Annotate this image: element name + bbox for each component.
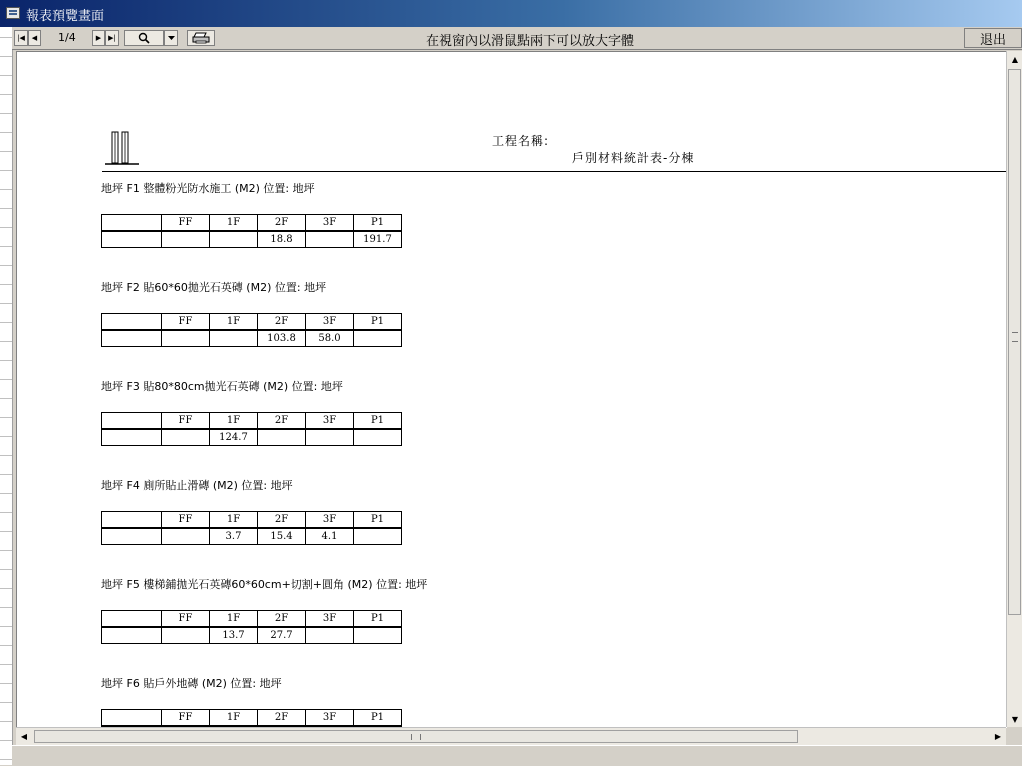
table-cell	[162, 231, 210, 248]
column-header: P1	[354, 413, 402, 430]
column-header: FF	[162, 611, 210, 628]
table-cell	[306, 627, 354, 644]
table-row	[102, 330, 402, 347]
vertical-scroll-thumb[interactable]	[1008, 69, 1021, 615]
window-title: 報表預覽畫面	[26, 9, 105, 24]
table-cell	[102, 429, 162, 446]
scroll-up-arrow[interactable]: ▲	[1011, 54, 1019, 64]
section-title: 地坪 F1 整體粉光防水施工 (M2) 位置: 地坪	[101, 182, 315, 195]
scroll-right-arrow[interactable]: ▶	[994, 731, 1002, 741]
table-header-row	[102, 314, 402, 331]
first-page-button[interactable]	[14, 30, 28, 46]
table-cell	[210, 330, 258, 347]
building-logo	[103, 130, 143, 166]
column-header: FF	[162, 215, 210, 232]
zoom-hint-text: 在視窗內以滑鼠點兩下可以放大字體	[426, 34, 635, 49]
section-title: 地坪 F6 貼戶外地磚 (M2) 位置: 地坪	[101, 677, 282, 690]
column-header: P1	[354, 215, 402, 232]
table-cell	[162, 330, 210, 347]
column-header	[102, 611, 162, 628]
column-header: 1F	[210, 611, 258, 628]
table-cell	[210, 231, 258, 248]
table-cell: 27.7	[258, 627, 306, 644]
table-header-row	[102, 512, 402, 529]
table-cell	[354, 528, 402, 545]
vertical-scrollbar[interactable]	[1006, 51, 1022, 727]
table-cell	[306, 429, 354, 446]
column-header: P1	[354, 710, 402, 727]
status-bar	[12, 745, 1022, 766]
window-titlebar[interactable]	[0, 0, 1022, 27]
column-header: 1F	[210, 215, 258, 232]
column-header	[102, 512, 162, 529]
table-cell	[162, 627, 210, 644]
column-header	[102, 314, 162, 331]
table-cell	[102, 528, 162, 545]
table-cell	[354, 330, 402, 347]
table-cell	[102, 231, 162, 248]
table-cell: 3.7	[210, 528, 258, 545]
toolbar	[12, 27, 1022, 50]
scroll-down-arrow[interactable]: ▼	[1011, 714, 1019, 724]
section-title: 地坪 F4 廁所貼止滑磚 (M2) 位置: 地坪	[101, 479, 293, 492]
column-header	[102, 413, 162, 430]
last-page-button[interactable]	[105, 30, 119, 46]
column-header: P1	[354, 611, 402, 628]
spreadsheet-background-strip	[0, 0, 13, 765]
table-cell: 124.7	[210, 429, 258, 446]
printer-icon	[192, 32, 210, 44]
magnifier-icon	[138, 32, 150, 44]
column-header: 2F	[258, 710, 306, 727]
material-table	[101, 412, 402, 446]
column-header: 2F	[258, 314, 306, 331]
chevron-down-icon	[168, 36, 175, 41]
material-table	[101, 214, 402, 248]
table-cell	[354, 627, 402, 644]
column-header: 3F	[306, 215, 354, 232]
column-header: 2F	[258, 512, 306, 529]
next-page-button[interactable]	[92, 30, 105, 46]
column-header: FF	[162, 413, 210, 430]
report-icon	[6, 7, 20, 19]
header-divider	[102, 171, 1007, 172]
column-header: P1	[354, 314, 402, 331]
column-header: 3F	[306, 314, 354, 331]
table-cell	[162, 429, 210, 446]
table-cell	[162, 528, 210, 545]
column-header	[102, 710, 162, 727]
zoom-button[interactable]	[124, 30, 164, 46]
table-cell: 13.7	[210, 627, 258, 644]
column-header: 3F	[306, 512, 354, 529]
column-header: 2F	[258, 611, 306, 628]
zoom-dropdown-button[interactable]	[164, 30, 178, 46]
material-table	[101, 709, 402, 728]
column-header: 1F	[210, 512, 258, 529]
report-title: 戶別材料統計表-分棟	[572, 151, 695, 165]
table-cell: 103.8	[258, 330, 306, 347]
table-row	[102, 627, 402, 644]
column-header	[102, 215, 162, 232]
table-cell: 58.0	[306, 330, 354, 347]
column-header: 1F	[210, 413, 258, 430]
column-header: FF	[162, 314, 210, 331]
table-row	[102, 429, 402, 446]
column-header: P1	[354, 512, 402, 529]
table-cell	[258, 429, 306, 446]
scroll-grip-icon	[1012, 332, 1018, 342]
column-header: 3F	[306, 413, 354, 430]
material-table	[101, 610, 402, 644]
table-cell: 191.7	[354, 231, 402, 248]
table-header-row	[102, 710, 402, 727]
scroll-grip-icon	[411, 734, 421, 740]
table-cell	[354, 429, 402, 446]
print-button[interactable]	[187, 30, 215, 46]
exit-button[interactable]: 退出	[964, 28, 1022, 48]
table-row	[102, 231, 402, 248]
table-cell: 4.1	[306, 528, 354, 545]
section-title: 地坪 F2 貼60*60拋光石英磚 (M2) 位置: 地坪	[101, 281, 327, 294]
previous-page-button[interactable]	[28, 30, 41, 46]
table-cell	[306, 231, 354, 248]
table-cell	[102, 330, 162, 347]
column-header: 1F	[210, 710, 258, 727]
table-header-row	[102, 413, 402, 430]
table-cell: 18.8	[258, 231, 306, 248]
horizontal-scroll-thumb[interactable]	[34, 730, 798, 743]
project-name-label: 工程名稱:	[492, 134, 550, 148]
column-header: 3F	[306, 611, 354, 628]
table-header-row	[102, 215, 402, 232]
next-page-icon: ▶	[95, 34, 102, 42]
first-page-icon: |◀	[17, 34, 25, 42]
previous-page-icon: ◀	[31, 34, 38, 42]
table-header-row	[102, 611, 402, 628]
material-table	[101, 511, 402, 545]
column-header: FF	[162, 710, 210, 727]
column-header: 3F	[306, 710, 354, 727]
last-page-icon: ▶|	[108, 34, 116, 42]
column-header: 2F	[258, 413, 306, 430]
section-title: 地坪 F5 樓梯鋪拋光石英磚60*60cm+切割+圓角 (M2) 位置: 地坪	[101, 578, 428, 591]
column-header: FF	[162, 512, 210, 529]
page-indicator: 1/4	[58, 31, 76, 44]
report-preview-page[interactable]	[16, 51, 1007, 728]
column-header: 1F	[210, 314, 258, 331]
table-cell	[102, 627, 162, 644]
table-row	[102, 528, 402, 545]
material-table	[101, 313, 402, 347]
scroll-left-arrow[interactable]: ◀	[20, 731, 28, 741]
column-header: 2F	[258, 215, 306, 232]
section-title: 地坪 F3 貼80*80cm拋光石英磚 (M2) 位置: 地坪	[101, 380, 343, 393]
table-cell: 15.4	[258, 528, 306, 545]
horizontal-scrollbar[interactable]	[16, 727, 1006, 745]
